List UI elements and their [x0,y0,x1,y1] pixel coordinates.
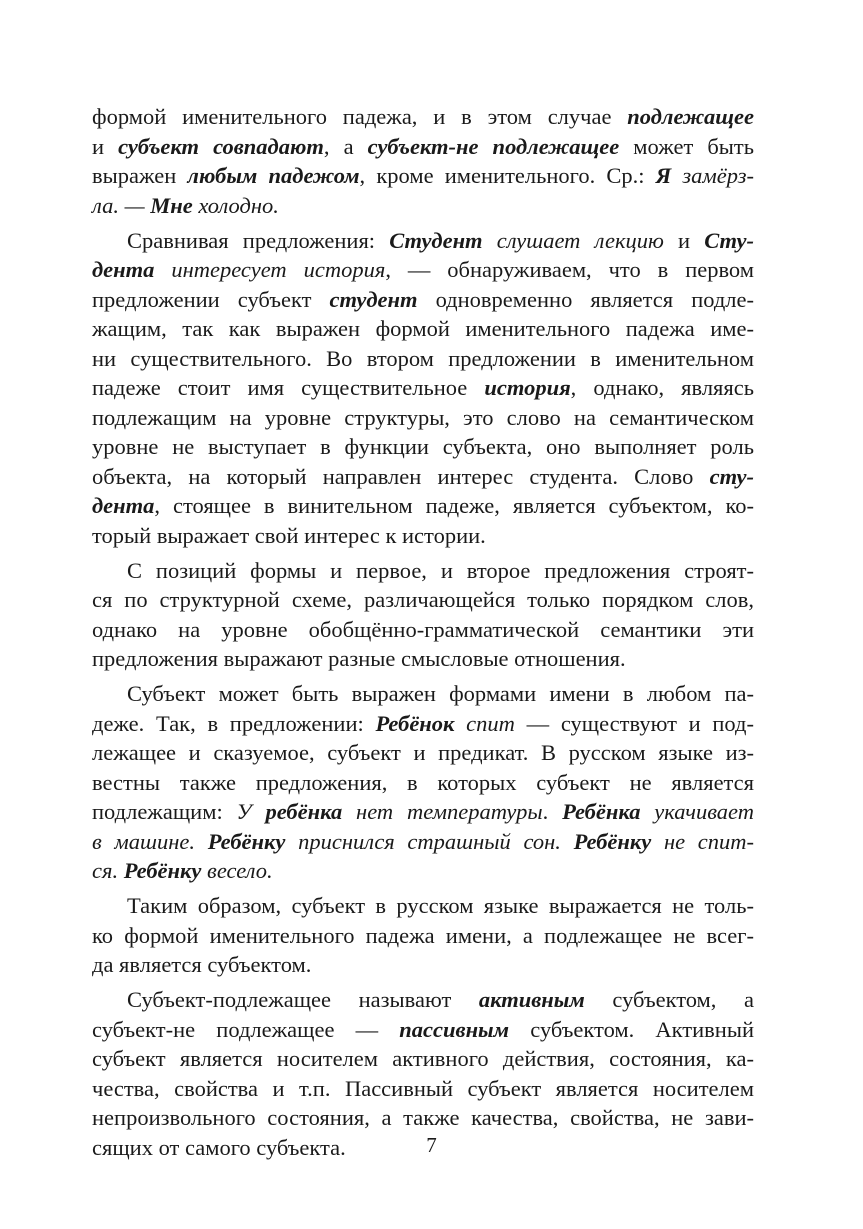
text-run: подлежащим на уровне структуры, это слово на семантическом [92,404,754,430]
emphasis-bold-italic: субъект-не подлежащее [367,133,620,159]
emphasis-bold-italic: подлежащее [627,104,754,129]
text-line [92,285,754,315]
emphasis-bold-italic: Ребёнку [123,858,202,883]
text-line [92,827,754,857]
text-run: торый выражает свой интерес к истории. [92,522,486,548]
emphasis-italic: весело. [201,858,273,883]
text-run: объекта, на который направлен интерес студента. Слово [92,463,710,489]
text-line [92,679,754,709]
text-line [92,161,754,191]
emphasis-italic: У [236,799,266,824]
text-run: Сравнивая предложения: [127,227,390,253]
text-run: непроизвольного состояния, а также качества, свойства, не зави- [92,1105,754,1130]
text-run: и [663,227,705,253]
emphasis-bold-italic: ребёнка [265,799,343,824]
emphasis-bold-italic: сту- [709,463,754,489]
text-run: да является субъектом. [92,952,312,977]
text-run: может быть [619,133,755,159]
emphasis-italic: замёрз- [671,163,754,188]
text-run: сящих от самого субъекта. [92,1134,346,1160]
text-line [92,797,754,827]
emphasis-bold-italic: дента [92,493,155,518]
text-line [92,255,754,285]
text-line [92,521,754,551]
paragraph [92,226,754,551]
text-run: одновременно является подле- [417,286,754,312]
text-run: субъектом. Активный [509,1016,755,1042]
text-line [92,1044,754,1074]
paragraph [92,679,754,886]
text-line [92,856,754,886]
emphasis-bold-italic: студент [329,286,418,312]
emphasis-bold-italic: пассивным [399,1016,510,1042]
text-line [92,132,754,162]
emphasis-bold-italic: дента [92,257,155,282]
text-run: — существуют и под- [514,710,754,736]
text-run: , а [323,133,368,159]
text-run: лежащее и сказуемое, субъект и предикат. В русском языке из- [92,740,754,765]
text-run: , кроме именительного. Ср.: [359,163,656,188]
emphasis-italic: нет температуры [342,799,543,824]
emphasis-italic: ла. — [92,192,151,218]
text-run: подлежащим: [92,799,237,824]
text-run: Субъект-подлежащее называют [127,987,479,1012]
emphasis-bold-italic: Мне [150,192,193,218]
text-line [92,644,754,674]
text-line [92,891,754,921]
paragraph [92,891,754,980]
text-run: субъект-не подлежащее — [92,1016,400,1042]
text-line [92,921,754,951]
emphasis-bold-italic: Студент [389,227,483,253]
text-run: ко формой именительного падежа имени, а подлежащее не всег- [92,922,754,948]
paragraph [92,556,754,674]
text-run: , — обнаруживаем, что в первом [385,257,754,282]
emphasis-bold-italic: Ребёнка [562,799,641,824]
emphasis-italic: интересует история [154,257,386,282]
text-run: выражен [92,163,188,188]
body-text [92,102,754,1162]
text-run: вестны также предложения, в которых субъект не является [92,769,754,795]
emphasis-italic: в машине. [92,828,208,854]
text-line [92,738,754,768]
text-line [92,403,754,433]
text-run: ни существительного. Во втором предложении в именительном [92,345,754,371]
text-run: падеже стоит имя существительное [92,375,485,400]
emphasis-bold-italic: Ребёнку [573,828,652,854]
emphasis-italic: не спит- [651,828,754,854]
text-run: деже. Так, в предложении: [92,710,376,736]
text-line [92,102,754,132]
text-line [92,226,754,256]
emphasis-bold-italic: Ребёнок [375,710,455,736]
text-line [92,950,754,980]
text-line [92,191,754,221]
emphasis-bold-italic: Сту- [704,227,754,253]
text-run: . [542,799,563,824]
text-line [92,491,754,521]
text-run: , однако, являясь [570,375,754,400]
text-line [92,314,754,344]
emphasis-bold-italic: Ребёнку [207,828,286,854]
emphasis-italic: ся. [92,858,124,883]
text-line [92,1015,754,1045]
text-line [92,585,754,615]
page-number: 7 [426,1133,437,1157]
text-line [92,1103,754,1133]
text-line [92,615,754,645]
text-run: Субъект может быть выражен формами имени в любом па- [127,681,754,706]
text-line [92,1074,754,1104]
text-run: предложении субъект [92,286,330,312]
emphasis-italic: слушает лекцию [482,227,664,253]
text-line [92,432,754,462]
text-run: Таким образом, субъект в русском языке выражается не толь- [127,893,754,918]
emphasis-bold-italic: история [484,375,571,400]
emphasis-italic: холодно. [192,192,279,218]
text-run: уровне не выступает в функции субъекта, оно выполняет роль [92,434,754,459]
emphasis-bold-italic: активным [478,987,585,1012]
paragraph [92,102,754,220]
emphasis-italic: спит [454,710,515,736]
text-run: и [92,133,119,159]
text-run: жащим, так как выражен формой именительного падежа име- [92,316,754,341]
emphasis-bold-italic: Я [655,163,672,188]
text-run: чества, свойства и т.п. Пассивный субъект является носителем [92,1075,754,1101]
text-run: С позиций формы и первое, и второе предложения строят- [127,557,754,583]
text-line [92,373,754,403]
text-run: субъектом, а [584,987,754,1012]
emphasis-italic: укачивает [640,799,754,824]
text-run: предложения выражают разные смысловые отношения. [92,646,626,671]
text-run: однако на уровне обобщённо-грамматической семантики эти [92,616,754,642]
text-line [92,462,754,492]
text-run: , стоящее в винительном падеже, является субъектом, ко- [154,493,754,518]
emphasis-italic: приснился страшный сон. [285,828,574,854]
emphasis-bold-italic: субъект совпадают [118,133,324,159]
text-line [92,556,754,586]
text-line [92,344,754,374]
text-run: формой именительного падежа, и в этом случае [92,104,628,129]
text-line [92,709,754,739]
text-run: ся по структурной схеме, различающейся только порядком слов, [92,587,754,612]
text-run: субъект является носителем активного действия, состояния, ка- [92,1046,754,1071]
text-line [92,985,754,1015]
text-line [92,768,754,798]
emphasis-bold-italic: любым падежом [187,163,360,188]
